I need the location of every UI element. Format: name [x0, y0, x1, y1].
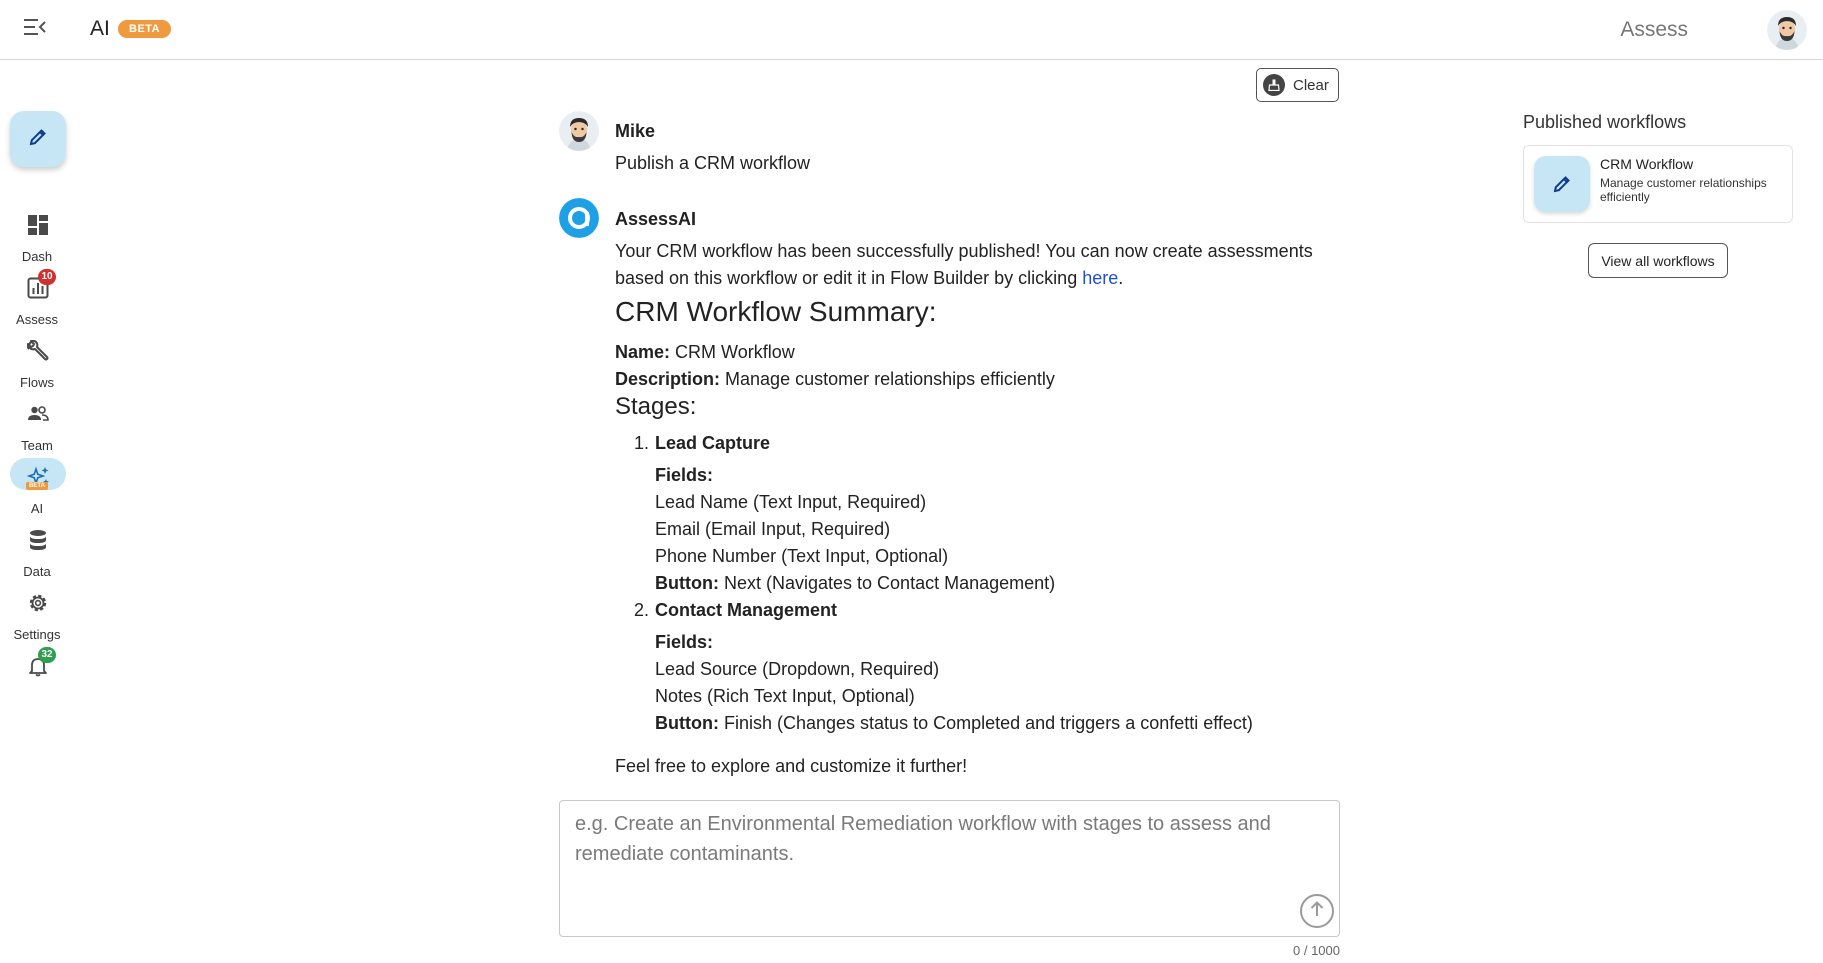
stages-title: Stages:: [615, 393, 697, 420]
assess-count-badge: 10: [38, 269, 56, 285]
sidebar-item-notifications[interactable]: [0, 649, 74, 715]
stage-field: Lead Name (Text Input, Required): [655, 492, 927, 512]
stage-field: Email (Email Input, Required): [655, 519, 891, 539]
intro-period: .: [1118, 268, 1124, 288]
stage-field: Phone Number (Text Input, Optional): [655, 546, 949, 566]
fields-label: Fields:: [655, 465, 714, 485]
view-all-workflows-button[interactable]: View all workflows: [1588, 243, 1728, 278]
summary-title: CRM Workflow Summary:: [615, 296, 937, 327]
workflow-description: Manage customer relationships efficiently: [1600, 176, 1767, 204]
people-icon: [27, 403, 49, 425]
sidebar-item-label: Settings: [13, 627, 61, 642]
user-message-text: Publish a CRM workflow: [615, 153, 811, 173]
sidebar-item-settings[interactable]: [0, 592, 74, 652]
database-icon: [27, 529, 49, 551]
closing-text: Feel free to explore and customize it further!: [615, 756, 968, 776]
sidebar-item-ai[interactable]: [0, 466, 74, 526]
flow-builder-link[interactable]: here: [1082, 268, 1119, 288]
stage-fields-label: [655, 632, 713, 653]
stage-button-row: [655, 573, 1055, 594]
gear-icon: [27, 592, 49, 614]
description-label: Description:: [615, 369, 721, 389]
arrow-up-icon: [1309, 900, 1325, 923]
stage-field: Lead Source (Dropdown, Required): [655, 659, 940, 679]
sidebar-item-team[interactable]: [0, 403, 74, 463]
stage-number: 1.: [634, 433, 650, 453]
page-title: AI: [90, 17, 110, 40]
fields-label: Fields:: [655, 632, 714, 652]
sidebar-item-dash[interactable]: [0, 214, 74, 274]
top-app-bar: [0, 0, 1823, 60]
stage-title-text: Contact Management: [655, 600, 838, 620]
assessai-avatar: [559, 198, 599, 238]
stage-fields-label: [655, 465, 713, 486]
wrench-icon: [27, 340, 49, 362]
sidebar-item-data[interactable]: [0, 529, 74, 589]
stage-title: [655, 600, 837, 621]
sidebar-item-label: Assess: [16, 312, 58, 327]
mini-beta-badge: BETA: [26, 482, 48, 490]
sidebar-item-label: Data: [23, 564, 51, 579]
assessai-sender: AssessAI: [615, 209, 697, 229]
stage-number: 2.: [634, 600, 650, 620]
pencil-icon: [28, 127, 48, 152]
published-workflows-title: Published workflows: [1523, 112, 1687, 132]
menu-collapse-icon[interactable]: [24, 18, 50, 42]
sidebar-item-label: Dash: [21, 249, 53, 264]
new-workflow-button[interactable]: [10, 111, 66, 167]
clear-chat-button[interactable]: [1256, 68, 1339, 102]
stage-title-text: Lead Capture: [655, 433, 771, 453]
stage-field: Notes (Rich Text Input, Optional): [655, 686, 915, 706]
description-value: Manage customer relationships efficiently: [725, 369, 1055, 389]
summary-description-row: [615, 369, 1055, 390]
sidebar-item-label: AI: [30, 501, 44, 516]
user-message-sender: Mike: [615, 121, 656, 141]
sidebar-item-assess[interactable]: [0, 271, 74, 337]
summary-name-row: [615, 342, 795, 363]
workflow-pencil-icon: [1534, 156, 1590, 212]
sidebar-item-flows[interactable]: [0, 340, 74, 400]
assessai-intro-paragraph: [615, 238, 1340, 292]
name-value: CRM Workflow: [675, 342, 795, 362]
broom-icon: [1263, 74, 1285, 96]
name-label: Name:: [615, 342, 671, 362]
prompt-input[interactable]: [560, 801, 1339, 936]
sidebar-item-label: Flows: [20, 375, 54, 390]
button-value: Finish (Changes status to Completed and triggers a confetti effect): [723, 713, 1253, 733]
workflow-name: CRM Workflow: [1600, 156, 1694, 172]
workflow-card[interactable]: [1523, 145, 1793, 223]
user-message-avatar: [559, 111, 599, 151]
dashboard-icon: [27, 214, 49, 236]
stage-button-row: [655, 713, 1253, 734]
send-button[interactable]: [1300, 894, 1334, 928]
notifications-count-badge: 32: [38, 647, 56, 663]
button-label: Button:: [655, 573, 719, 593]
user-avatar[interactable]: [1767, 10, 1807, 50]
header-assess-link[interactable]: Assess: [1620, 18, 1688, 41]
button-value: Next (Navigates to Contact Management): [723, 573, 1056, 593]
stage-title: [655, 433, 770, 454]
beta-badge: BETA: [118, 20, 171, 38]
assessai-intro-text: Your CRM workflow has been successfully published! You can now create assessments based on this workflow or edit it in Flow Builder by clicking: [615, 241, 1313, 288]
button-label: Button:: [655, 713, 719, 733]
sidebar-item-label: Team: [21, 438, 53, 453]
prompt-input-container: [559, 800, 1340, 937]
char-counter: 0 / 1000: [1293, 943, 1340, 958]
clear-label: Clear: [1293, 76, 1329, 94]
sidebar: [0, 61, 74, 963]
